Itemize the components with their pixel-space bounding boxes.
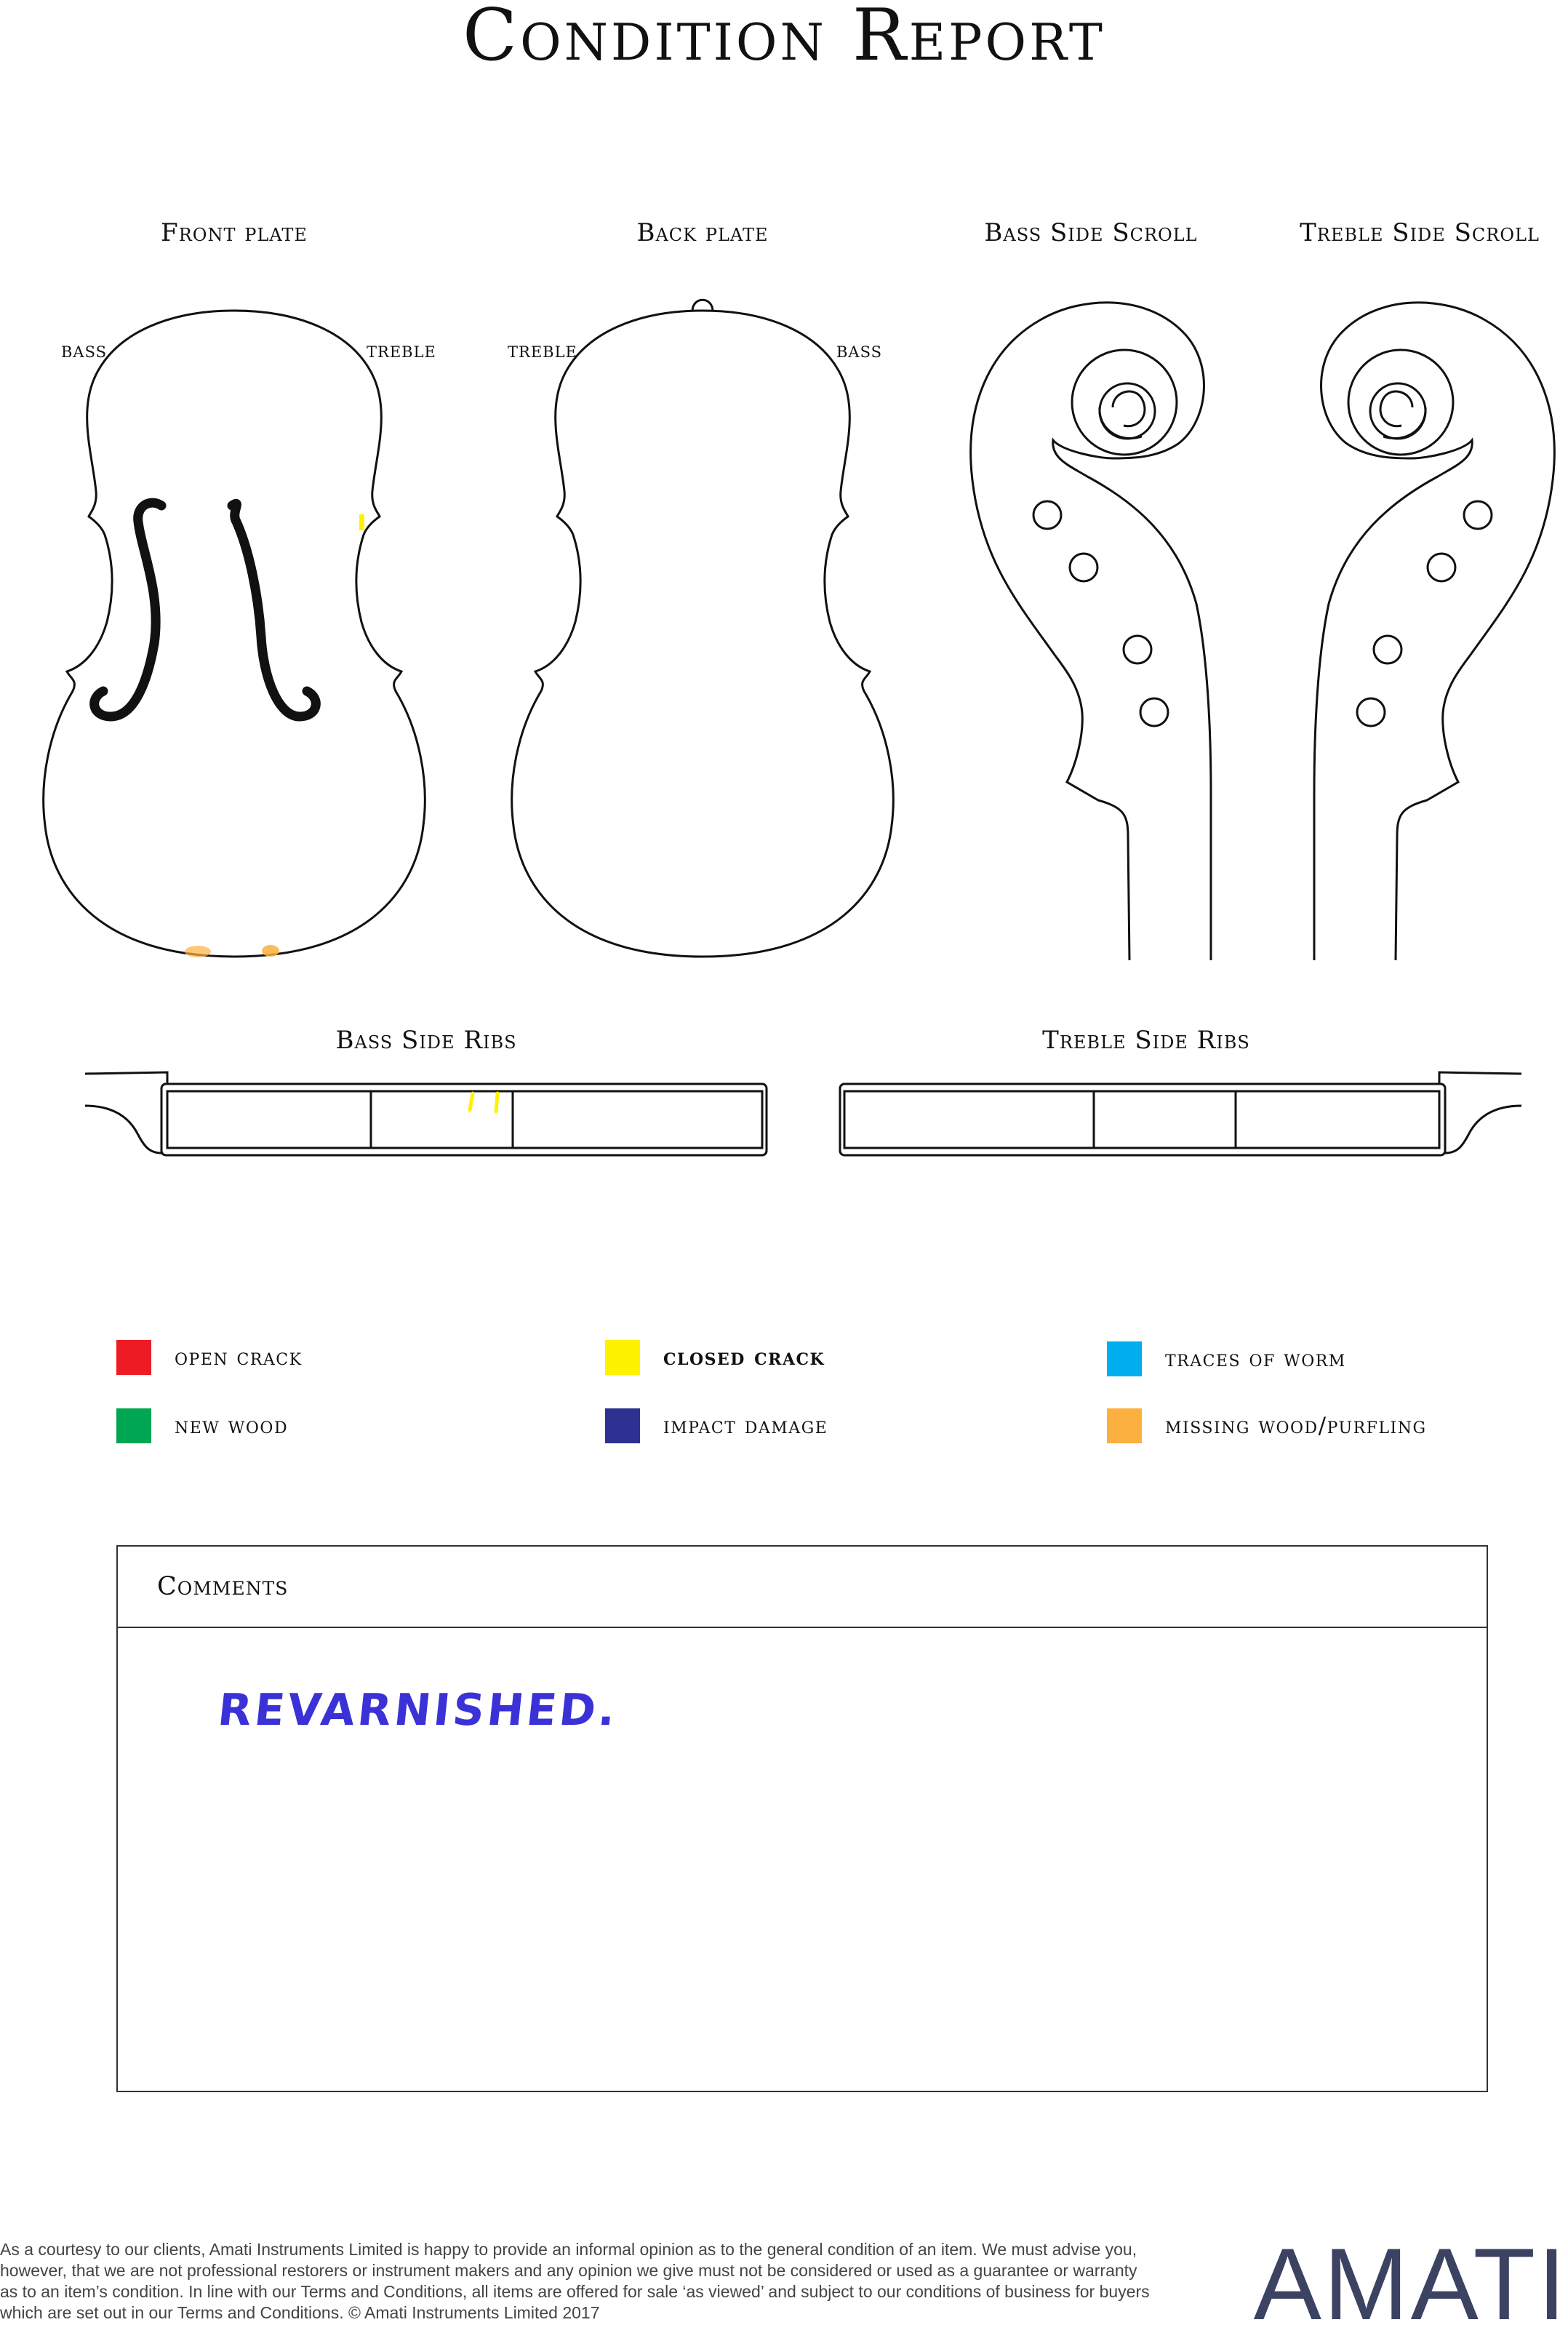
missing-wood-marker <box>185 946 211 957</box>
bass-side-ribs-caption: Bass Side Ribs <box>335 1026 517 1055</box>
closed-crack-swatch <box>605 1340 640 1375</box>
treble-f-hole <box>232 503 316 717</box>
new-wood-swatch <box>116 1408 151 1443</box>
legend-open-crack <box>116 1340 303 1375</box>
legend-label: closed crack <box>663 1344 825 1371</box>
back-plate-diagram <box>512 300 894 957</box>
treble-side-ribs-diagram <box>840 1072 1521 1155</box>
legend-traces-of-worm <box>1107 1341 1346 1376</box>
bass-side-ribs-diagram <box>85 1072 767 1155</box>
missing-wood-marker <box>262 945 279 957</box>
front-plate-bass-label: BASS <box>61 343 108 361</box>
legend-new-wood <box>116 1408 288 1443</box>
legend-impact-damage <box>605 1408 828 1443</box>
open-crack-swatch <box>116 1340 151 1375</box>
comments-box[interactable] <box>116 1545 1488 2092</box>
comments-text: REVARNISHED. <box>215 1685 621 1736</box>
impact-damage-swatch <box>605 1408 640 1443</box>
closed-crack-marker <box>470 1093 473 1110</box>
page-title: Condition Report <box>463 0 1105 77</box>
closed-crack-marker <box>359 514 364 530</box>
legend-label: impact damage <box>663 1413 828 1439</box>
back-plate-bass-label: BASS <box>836 343 883 361</box>
legend-missing-wood <box>1107 1408 1427 1443</box>
front-plate-diagram <box>44 311 425 957</box>
brand-logo: AMATI <box>1253 2227 1568 2341</box>
front-plate-treble-label: TREBLE <box>367 343 436 361</box>
closed-crack-marker <box>496 1093 497 1112</box>
back-plate-treble-label: TREBLE <box>508 343 577 361</box>
treble-side-scroll-diagram <box>1314 303 1554 960</box>
traces-of-worm-swatch <box>1107 1341 1142 1376</box>
missing-wood-swatch <box>1107 1408 1142 1443</box>
disclaimer-text: As a courtesy to our clients, Amati Instruments Limited is happy to provide an informal opinion as to the general condition of an item. We must advise you, however, that we are not professional restorers or instrument makers and any opinion we give must not be considered or used as a guarantee or warranty as to an item’s condition. In line with our Terms and Conditions, all items are offered for sale ‘as viewed’ and subject to our conditions of business for buyers which are set out in our Terms and Conditions. © Amati Instruments Limited 2017 <box>0 2240 1150 2322</box>
legend-label: missing wood/purfling <box>1165 1413 1427 1439</box>
bass-side-scroll-diagram <box>971 303 1211 960</box>
legend-closed-crack <box>605 1340 825 1375</box>
legend-label: open crack <box>175 1344 303 1371</box>
comments-heading: Comments <box>118 1547 1487 1628</box>
legend-label: new wood <box>175 1413 289 1439</box>
back-plate-caption: Back plate <box>636 218 769 247</box>
treble-side-scroll-caption: Treble Side Scroll <box>1300 218 1540 247</box>
bass-side-scroll-caption: Bass Side Scroll <box>984 218 1198 247</box>
front-plate-caption: Front plate <box>161 218 308 247</box>
legend-label: traces of worm <box>1165 1346 1346 1372</box>
treble-side-ribs-caption: Treble Side Ribs <box>1042 1026 1250 1055</box>
